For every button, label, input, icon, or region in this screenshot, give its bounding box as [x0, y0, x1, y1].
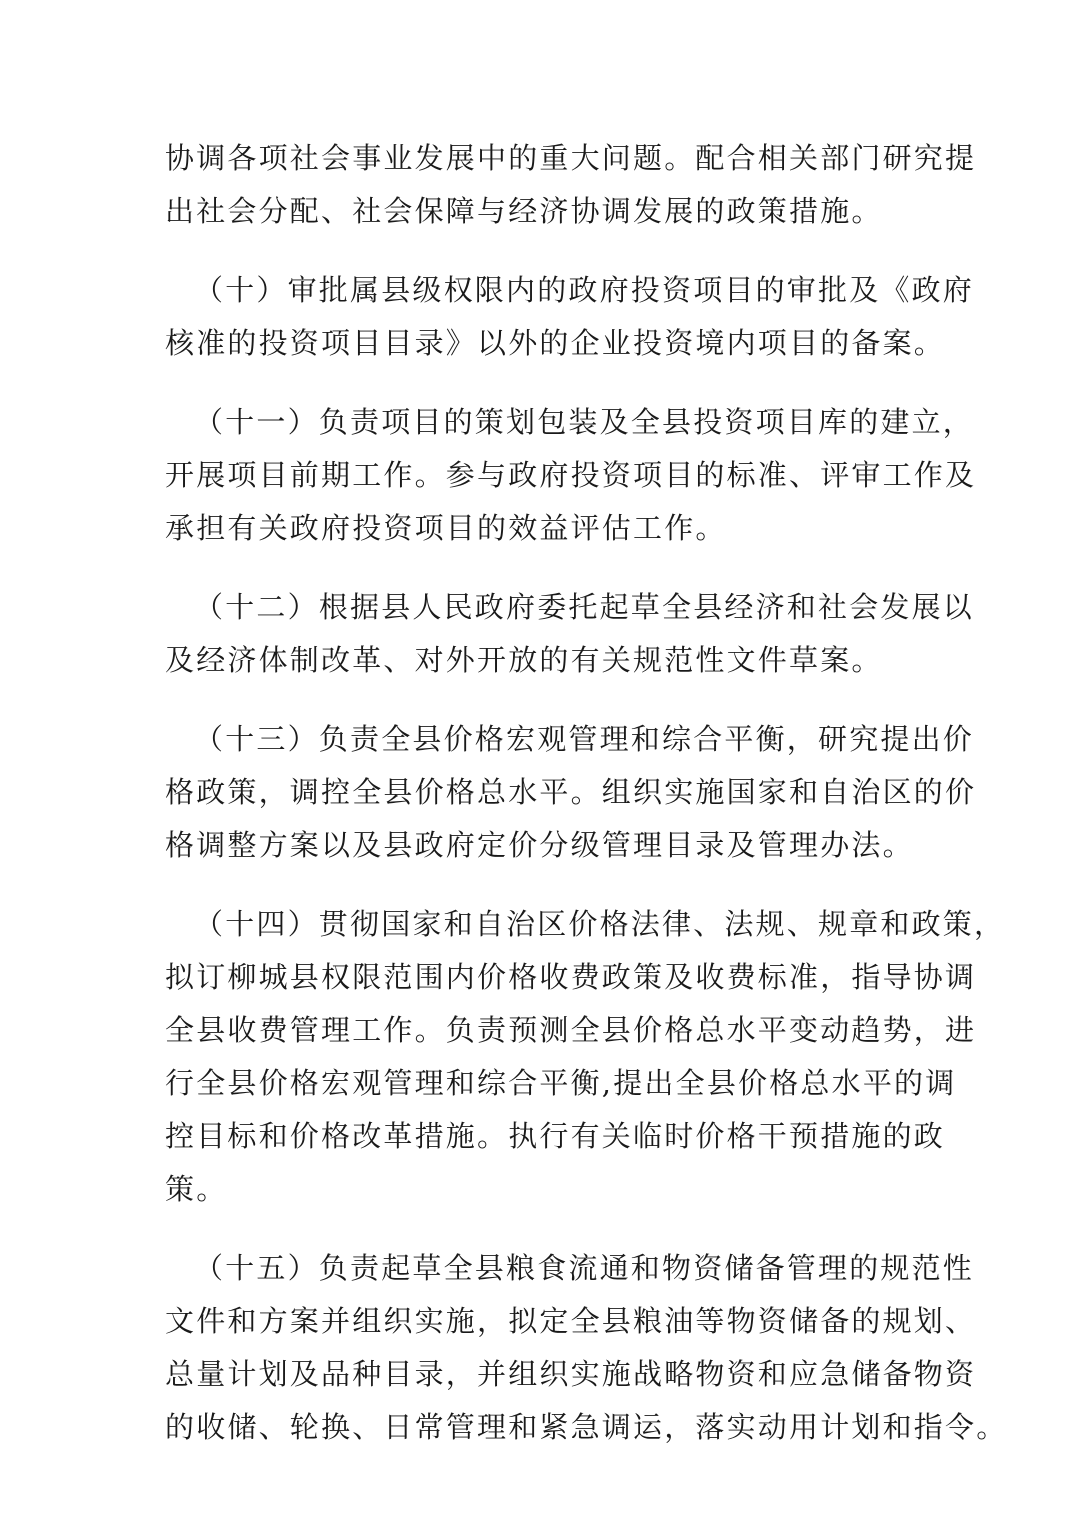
text-line: 出社会分配、社会保障与经济协调发展的政策措施。	[165, 194, 883, 228]
text-line: 协调各项社会事业发展中的重大问题。配合相关部门研究提	[165, 141, 977, 175]
text-line: 总量计划及品种目录，并组织实施战略物资和应急储备物资	[165, 1357, 977, 1391]
text-line: 文件和方案并组织实施，拟定全县粮油等物资储备的规划、	[165, 1304, 977, 1338]
text-line: 策。	[165, 1172, 228, 1206]
paragraph-item-13	[165, 713, 977, 872]
paragraph-item-15	[165, 1242, 1008, 1454]
text-line: （十四）贯彻国家和自治区价格法律、法规、规章和政策，	[194, 907, 1006, 941]
text-line: （十三）负责全县价格宏观管理和综合平衡，研究提出价	[194, 722, 975, 756]
text-line: 及经济体制改革、对外开放的有关规范性文件草案。	[165, 643, 883, 677]
text-line: 拟订柳城县权限范围内价格收费政策及收费标准，指导协调	[165, 960, 977, 994]
text-line: （十二）根据县人民政府委托起草全县经济和社会发展以	[194, 590, 975, 624]
paragraph-item-12	[165, 581, 975, 687]
text-line: 格调整方案以及县政府定价分级管理目录及管理办法。	[165, 828, 914, 862]
text-line: （十一）负责项目的策划包装及全县投资项目库的建立，	[194, 405, 975, 439]
text-line: 承担有关政府投资项目的效益评估工作。	[165, 511, 727, 545]
text-line: 控目标和价格改革措施。执行有关临时价格干预措施的政	[165, 1119, 946, 1153]
text-line: 开展项目前期工作。参与政府投资项目的标准、评审工作及	[165, 458, 977, 492]
text-line: 全县收费管理工作。负责预测全县价格总水平变动趋势，进	[165, 1013, 977, 1047]
paragraph-item-11	[165, 396, 977, 555]
text-line: 行全县价格宏观管理和综合平衡,提出全县价格总水平的调	[165, 1066, 957, 1100]
text-line: 核准的投资项目目录》以外的企业投资境内项目的备案。	[165, 326, 946, 360]
paragraph-item-14	[165, 898, 1006, 1216]
text-line: （十五）负责起草全县粮食流通和物资储备管理的规范性	[194, 1251, 975, 1285]
text-line: （十）审批属县级权限内的政府投资项目的审批及《政府	[194, 273, 975, 307]
document-body	[165, 132, 1008, 1480]
paragraph-continuation	[165, 132, 977, 238]
paragraph-item-10	[165, 264, 975, 370]
text-line: 格政策，调控全县价格总水平。组织实施国家和自治区的价	[165, 775, 977, 809]
text-line: 的收储、轮换、日常管理和紧急调运，落实动用计划和指令。	[165, 1410, 1008, 1444]
